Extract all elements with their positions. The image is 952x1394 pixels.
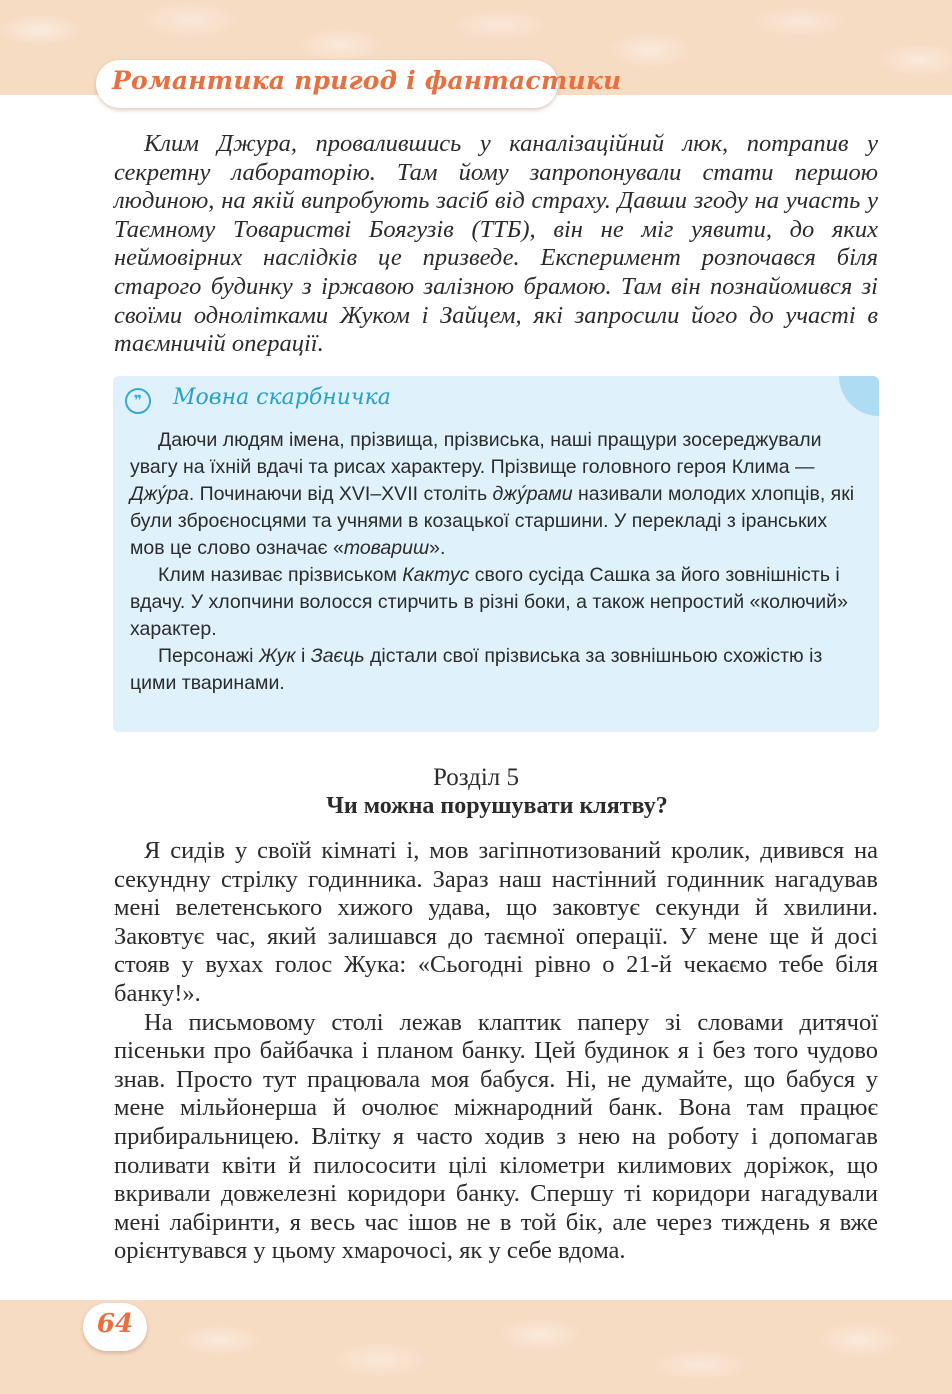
- box-italic-term: Кактус: [402, 564, 470, 586]
- box-title: Мовна скарбничка: [173, 385, 391, 410]
- main-paragraph-2: На письмовому столі лежав клаптик паперу зі словами дитячої пісеньки про байбачка і планом банку. Цей будинок я і без того чудово знав. Просто тут працювала моя бабуся. Ні, не думайте, що бабуся у мене мільйонерша й очолює міжнародний банк. Вона там працює прибиральницею. Влітку я часто ходив з нею на роботу і допомагав поливати квіти й пилососити цілі кілометри килимових доріжок, що вкривали довжелезні коридори банку. Спершу ті коридори нагадували мені лабіринти, я весь час ішов не в той бік, але через тиждень я вже орієнтувався у цьому хмарочосі, як у себе вдома.: [114, 1008, 878, 1265]
- box-italic-term: джу́рами: [492, 483, 573, 505]
- box-text: . Починаючи від XVI–XVII століть: [188, 483, 493, 505]
- section-number: Розділ 5: [432, 764, 520, 791]
- box-text: Персонажі: [158, 645, 259, 667]
- box-text: дістали свої прізвиська за зовнішньою схожістю із цими тваринами.: [130, 645, 823, 694]
- box-italic-term: товариш: [343, 537, 430, 559]
- box-body: [130, 427, 862, 697]
- box-italic-term: Заєць: [310, 645, 365, 667]
- box-text: називали молодих хлопців, які були зброєносцями та учнями в козацької старшини. У перекладі з іранських мов це слово означає «: [130, 483, 855, 559]
- box-text: Клим називає прізвиськом: [158, 564, 403, 586]
- page-number: 64: [96, 1309, 134, 1339]
- chapter-summary: [114, 130, 878, 359]
- box-paragraph-2: [130, 562, 862, 643]
- box-text: ».: [429, 537, 446, 559]
- chapter-title: Романтика пригод і фантастики: [112, 66, 622, 95]
- box-text: Даючи людям імена, прізвища, прізвиська, наші пращури зосереджували увагу на їхній вдачі та рисах характеру. Прізвище головного героя Клима —: [130, 429, 822, 478]
- box-text: і: [295, 645, 311, 667]
- main-paragraph-1: Я сидів у своїй кімнаті і, мов загіпнотизований кролик, дивився на секундну стрілку годинника. Зараз наш настінний годинник нагадував мені велетенського хижого удава, що заковтує секунди й хвилини. Заковтує час, який залишався до таємної операції. У мене ще й досі стояв у вухах голос Жука: «Сьогодні рівно о 21-й чекаємо тебе біля банку!».: [114, 837, 878, 1007]
- box-text: свого сусіда Сашка за його зовнішність і вдачу. У хлопчини волосся стирчить в різні боки, а також непростий «колючий» характер.: [130, 564, 848, 640]
- language-treasury-box: [113, 376, 879, 732]
- box-corner-decoration: [839, 376, 879, 416]
- box-paragraph-3: [130, 643, 862, 697]
- quote-icon: ❞: [125, 388, 151, 414]
- section-title: Чи можна порушувати клятву?: [326, 793, 668, 819]
- summary-paragraph: Клим Джура, провалившись у каналізаційний люк, потрапив у секретну лабораторію. Там йому запропонували стати першою людиною, на якій випробують засіб від страху. Давши згоду на участь у Таємному Товаристві Боягузів (ТТБ), він не міг уявити, до яких неймовірних наслідків це призведе. Експеримент розпочався біля старого будинку з іржавою залізною брамою. Там він познайомився зі своїми однолітками Жуком і Зайцем, які запросили його до участі в таємничій операції.: [114, 130, 878, 358]
- box-italic-term: Джу́ра: [130, 483, 189, 505]
- box-italic-term: Жук: [258, 645, 296, 667]
- box-paragraph-1: [130, 427, 862, 562]
- main-text: [114, 837, 878, 1266]
